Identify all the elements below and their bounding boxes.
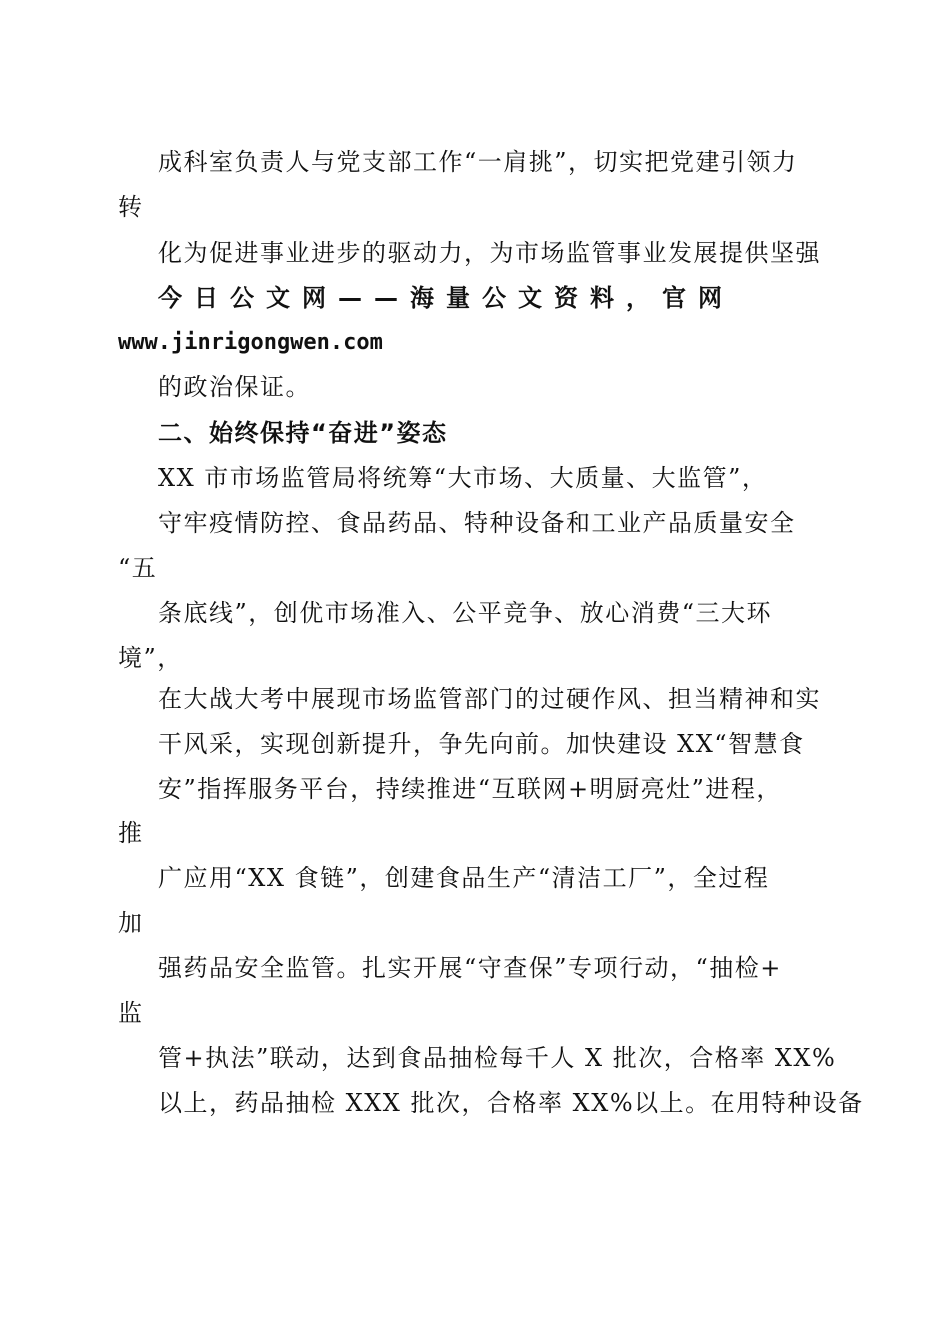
paragraph-line: 在大战大考中展现市场监管部门的过硬作风、担当精神和实 bbox=[158, 685, 821, 713]
paragraph-line: 的政治保证。 bbox=[158, 373, 311, 401]
paragraph-line: 广应用“XX 食链”，创建食品生产“清洁工厂”，全过程 bbox=[158, 864, 770, 892]
paragraph-line: 境”， bbox=[118, 644, 183, 672]
paragraph-line: 成科室负责人与党支部工作“一肩挑”，切实把党建引领力 bbox=[158, 148, 798, 176]
paragraph-line: 加 bbox=[118, 909, 144, 937]
paragraph-line: 管+执法”联动，达到食品抽检每千人 X 批次，合格率 XX% bbox=[158, 1044, 837, 1072]
paragraph-line: 监 bbox=[118, 999, 144, 1027]
section-heading: 二、始终保持“奋进”姿态 bbox=[158, 419, 448, 447]
paragraph-line: XX 市市场监管局将统筹“大市场、大质量、大监管”， bbox=[158, 464, 768, 492]
paragraph-line: 化为促进事业进步的驱动力，为市场监管事业发展提供坚强 bbox=[158, 239, 821, 267]
paragraph-line: 干风采，实现创新提升，争先向前。加快建设 XX“智慧食 bbox=[158, 730, 805, 758]
paragraph-line: 条底线”，创优市场准入、公平竞争、放心消费“三大环 bbox=[158, 599, 773, 627]
paragraph-line: 转 bbox=[118, 193, 144, 221]
paragraph-line: “五 bbox=[118, 554, 158, 582]
watermark-banner-text: 今日公文网——海量公文资料，官网 bbox=[158, 284, 734, 312]
paragraph-line: 以上，药品抽检 XXX 批次，合格率 XX%以上。在用特种设备 bbox=[158, 1089, 864, 1117]
paragraph-line: 强药品安全监管。扎实开展“守查保”专项行动，“抽检+ bbox=[158, 954, 782, 982]
paragraph-line: 推 bbox=[118, 819, 144, 847]
paragraph-line: 守牢疫情防控、食品药品、特种设备和工业产品质量安全 bbox=[158, 509, 796, 537]
watermark-url: www.jinrigongwen.com bbox=[118, 330, 383, 355]
paragraph-line: 安”指挥服务平台，持续推进“互联网+明厨亮灶”进程， bbox=[158, 775, 782, 803]
